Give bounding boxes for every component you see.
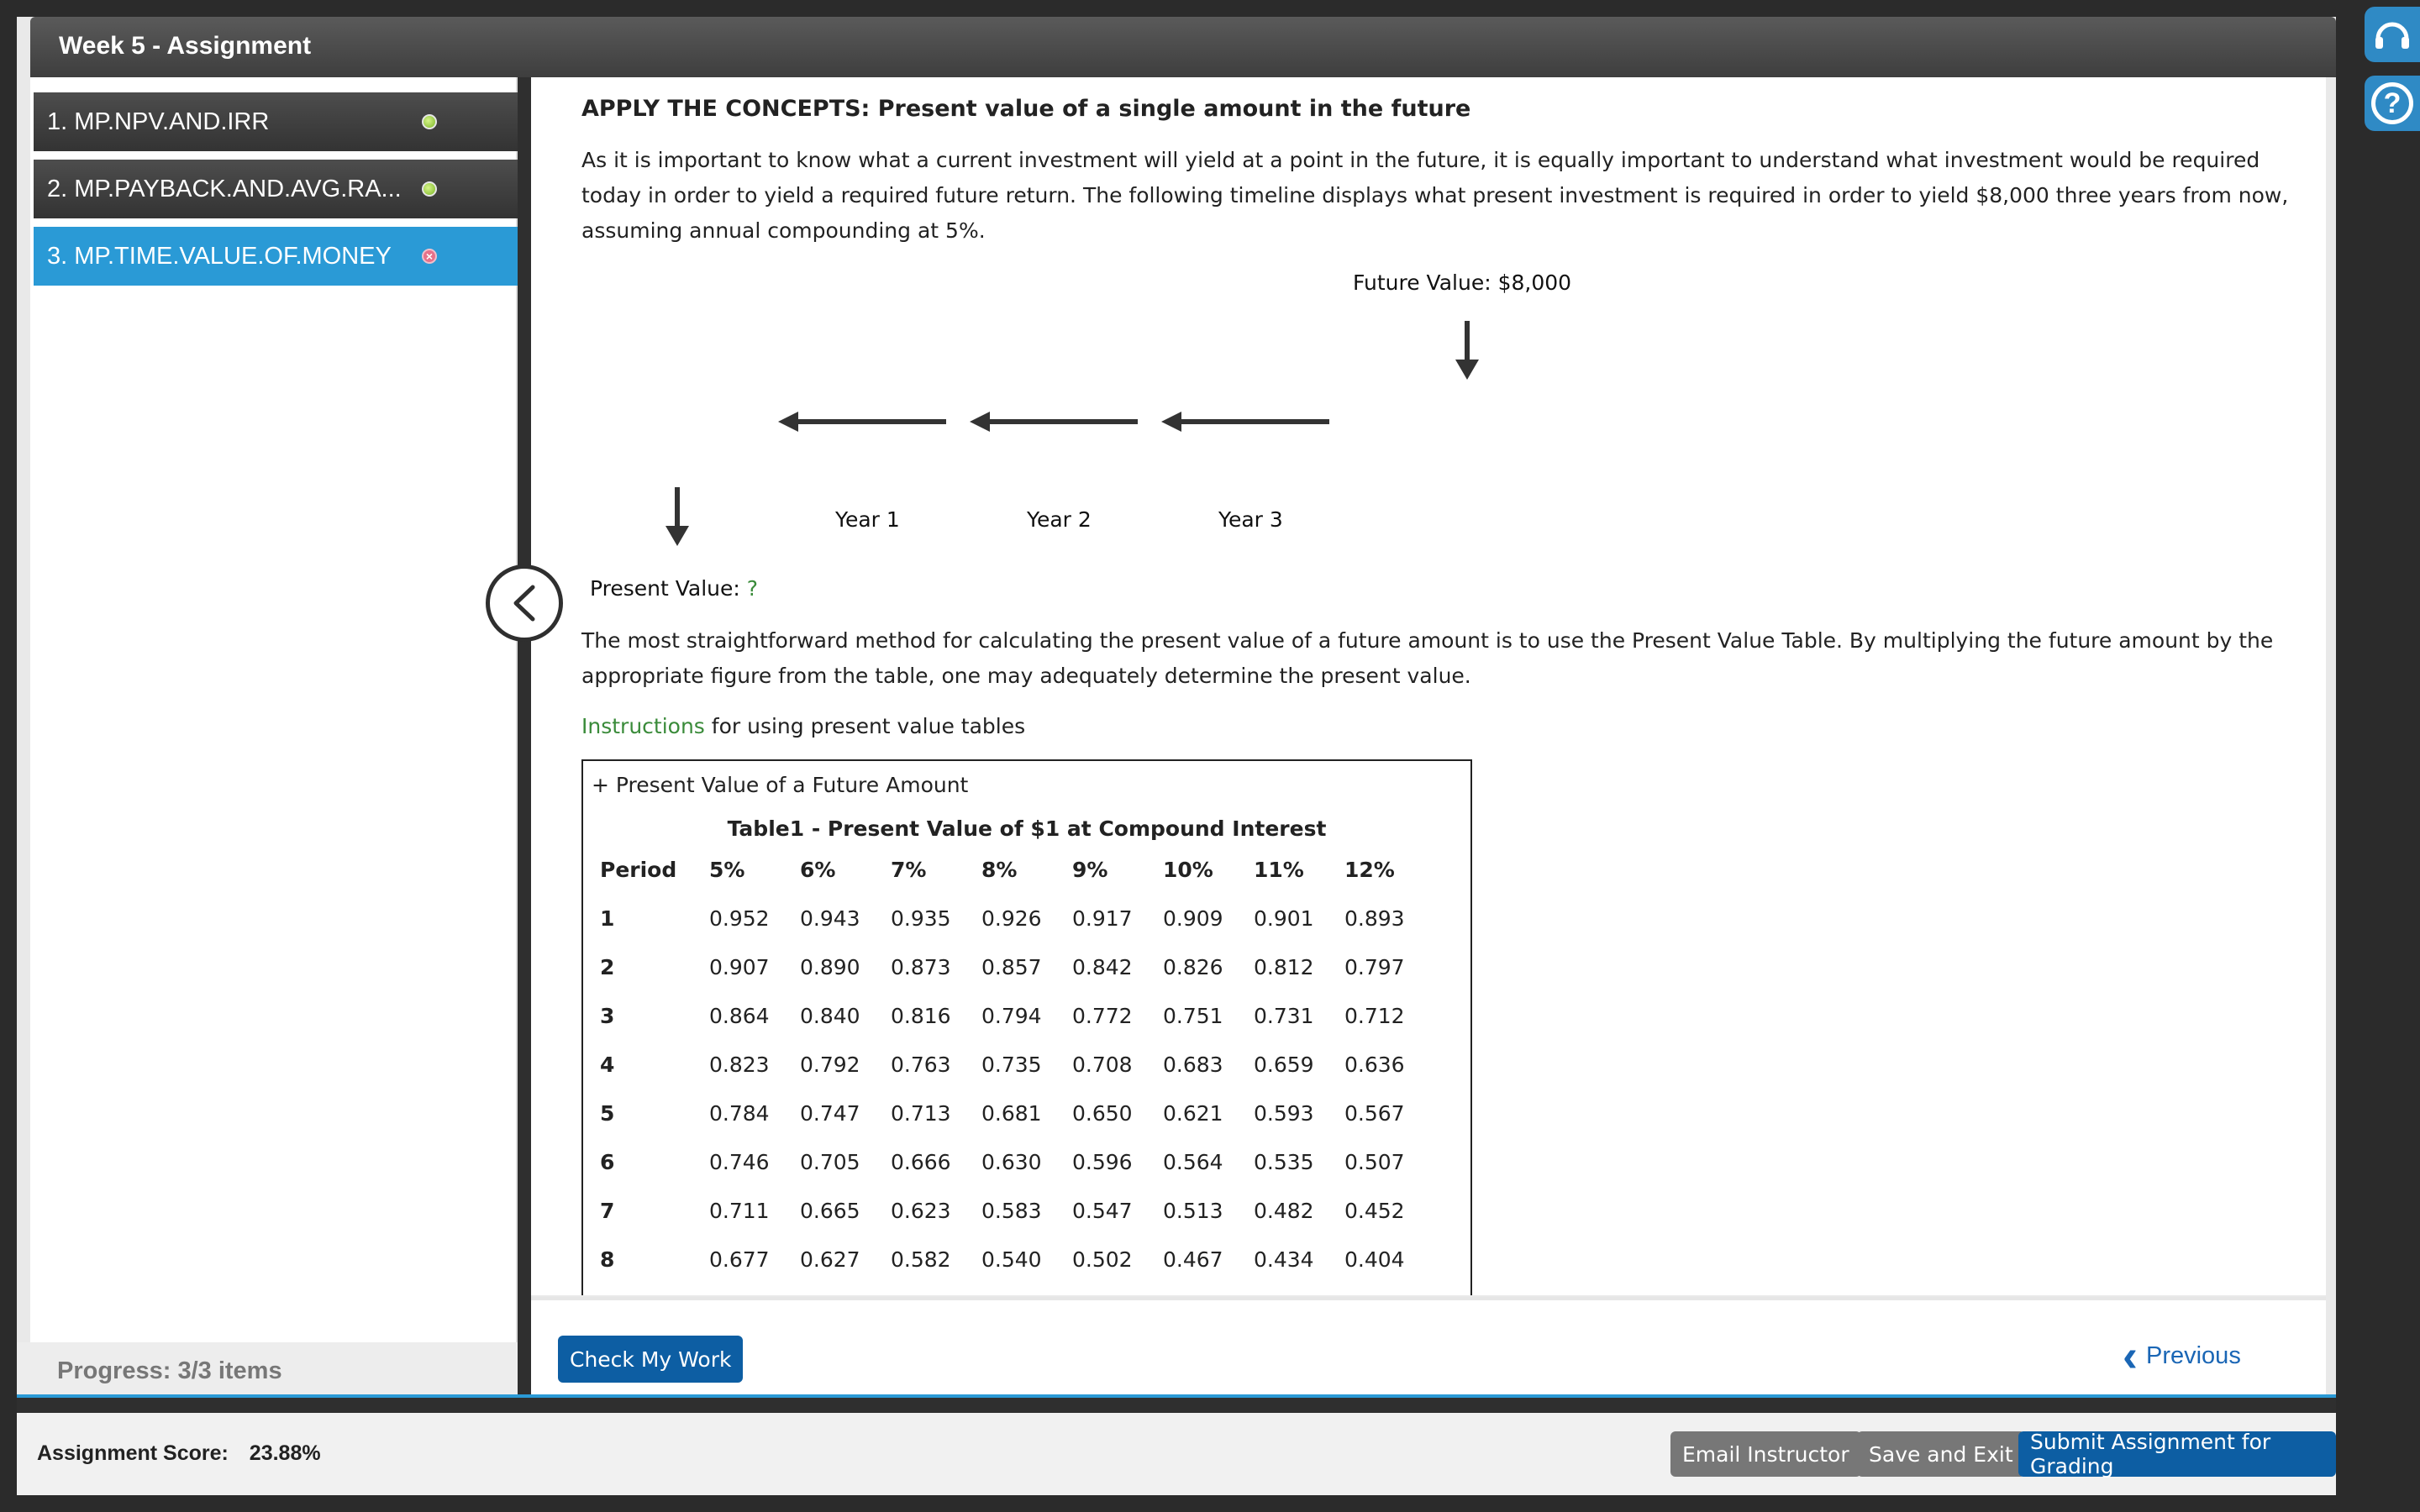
value-cell: 0.747 [800, 1100, 860, 1126]
side-toolbar [2356, 0, 2420, 1512]
instructions-link[interactable]: Instructions [581, 714, 705, 738]
value-cell: 0.705 [800, 1149, 860, 1174]
value-cell: 0.677 [709, 1247, 770, 1272]
collapse-nav-button[interactable] [486, 564, 563, 642]
value-cell: 0.623 [891, 1198, 951, 1223]
column-header: 10% [1163, 857, 1213, 882]
chevron-left-icon [508, 582, 541, 624]
column-header: 12% [1344, 857, 1395, 882]
instructions-suffix: for using present value tables [704, 714, 1026, 738]
nav-item-label: 1. MP.NPV.AND.IRR [47, 108, 270, 135]
value-cell: 0.794 [981, 1003, 1042, 1028]
save-and-exit-button[interactable]: Save and Exit [1857, 1431, 2025, 1477]
left-arrow-icon [970, 410, 1138, 433]
bottom-divider [17, 1398, 2336, 1413]
value-cell: 0.564 [1163, 1149, 1223, 1174]
assignment-score [37, 1441, 321, 1466]
value-cell: 0.812 [1254, 954, 1314, 979]
value-cell: 0.659 [1254, 1052, 1314, 1077]
table-toggle[interactable]: + Present Value of a Future Amount [592, 773, 969, 797]
email-instructor-button[interactable]: Email Instructor [1670, 1431, 1861, 1477]
column-header: 11% [1254, 857, 1304, 882]
value-cell: 0.772 [1072, 1003, 1133, 1028]
method-paragraph: The most straightforward method for calculating the present value of a future amount is to use the Present Value Table. By multiplying the future amount by the appropriate figure from the table, one may adequately determine the present value. [581, 628, 2274, 688]
value-cell: 0.792 [800, 1052, 860, 1077]
value-cell: 0.404 [1344, 1247, 1405, 1272]
period-cell: 5 [600, 1100, 615, 1126]
value-cell: 0.596 [1072, 1149, 1133, 1174]
value-cell: 0.935 [891, 906, 951, 931]
help-icon[interactable]: ? [2365, 76, 2420, 131]
value-cell: 0.513 [1163, 1198, 1223, 1223]
chevron-left-icon: ‹ [2123, 1331, 2138, 1381]
timeline-year-3: Year 3 [1218, 507, 1283, 532]
nav-item-label: 2. MP.PAYBACK.AND.AVG.RA... [47, 175, 402, 202]
value-cell: 0.864 [709, 1003, 770, 1028]
value-cell: 0.583 [981, 1198, 1042, 1223]
value-cell: 0.540 [981, 1247, 1042, 1272]
complete-status-icon [422, 181, 437, 197]
nav-item-npv-irr[interactable] [34, 92, 518, 151]
value-cell: 0.746 [709, 1149, 770, 1174]
check-my-work-button[interactable]: Check My Work [558, 1336, 743, 1383]
value-cell: 0.826 [1163, 954, 1223, 979]
timeline-year-1: Year 1 [835, 507, 900, 532]
value-cell: 0.452 [1344, 1198, 1405, 1223]
intro-paragraph: As it is important to know what a current investment will yield at a point in the future, it is equally important to understand what investment would be required today in order to yield a required future return. The following timeline displays what present investment is required in order to yield $8,000 three years from now, assuming annual compounding at 5%. [581, 148, 2289, 243]
down-arrow-icon [1455, 321, 1479, 380]
nav-item-label: 3. MP.TIME.VALUE.OF.MONEY [47, 242, 392, 270]
value-cell: 0.784 [709, 1100, 770, 1126]
value-cell: 0.650 [1072, 1100, 1133, 1126]
value-cell: 0.630 [981, 1149, 1042, 1174]
value-cell: 0.502 [1072, 1247, 1133, 1272]
value-cell: 0.823 [709, 1052, 770, 1077]
value-cell: 0.507 [1344, 1149, 1405, 1174]
present-value-table-panel [581, 759, 1472, 1295]
assignment-bar [17, 1413, 2336, 1495]
value-cell: 0.735 [981, 1052, 1042, 1077]
value-cell: 0.926 [981, 906, 1042, 931]
score-label: Assignment Score: [37, 1441, 229, 1465]
value-cell: 0.467 [1163, 1247, 1223, 1272]
value-cell: 0.683 [1163, 1052, 1223, 1077]
value-cell: 0.665 [800, 1198, 860, 1223]
submit-assignment-button[interactable]: Submit Assignment for Grading [2018, 1431, 2336, 1477]
value-cell: 0.708 [1072, 1052, 1133, 1077]
value-cell: 0.890 [800, 954, 860, 979]
present-value-table [590, 845, 1425, 1284]
page-title: APPLY THE CONCEPTS: Present value of a single amount in the future [581, 96, 1471, 122]
nav-item-payback[interactable] [34, 160, 518, 218]
value-cell: 0.434 [1254, 1247, 1314, 1272]
value-cell: 0.593 [1254, 1100, 1314, 1126]
assignment-nav [30, 77, 518, 1394]
column-header: 5% [709, 857, 745, 882]
period-cell: 3 [600, 1003, 615, 1028]
table-row [590, 1186, 1425, 1235]
value-cell: 0.893 [1344, 906, 1405, 931]
value-cell: 0.712 [1344, 1003, 1405, 1028]
down-arrow-icon [666, 487, 689, 546]
value-cell: 0.907 [709, 954, 770, 979]
window-title: Week 5 - Assignment [59, 32, 312, 60]
value-cell: 0.711 [709, 1198, 770, 1223]
present-value-unknown: ? [746, 576, 759, 601]
table-row [590, 1040, 1425, 1089]
column-header: 8% [981, 857, 1018, 882]
column-header: 6% [800, 857, 836, 882]
table-row [590, 1137, 1425, 1186]
complete-status-icon [422, 114, 437, 129]
value-cell: 0.763 [891, 1052, 951, 1077]
table-caption: Table1 - Present Value of $1 at Compound Interest [727, 816, 1327, 841]
column-header: 7% [891, 857, 927, 882]
left-arrow-icon [1161, 410, 1329, 433]
previous-label: Previous [2145, 1341, 2241, 1369]
value-cell: 0.842 [1072, 954, 1133, 979]
value-cell: 0.952 [709, 906, 770, 931]
table-row [590, 942, 1425, 991]
previous-button[interactable] [2123, 1331, 2241, 1381]
value-cell: 0.547 [1072, 1198, 1133, 1223]
value-cell: 0.751 [1163, 1003, 1223, 1028]
table-row [590, 1235, 1425, 1284]
table-header-row [590, 845, 1425, 894]
title-bar [30, 17, 2336, 77]
value-cell: 0.666 [891, 1149, 951, 1174]
value-cell: 0.567 [1344, 1100, 1405, 1126]
period-cell: 8 [600, 1247, 615, 1272]
value-cell: 0.943 [800, 906, 860, 931]
value-cell: 0.901 [1254, 906, 1314, 931]
value-cell: 0.681 [981, 1100, 1042, 1126]
value-cell: 0.840 [800, 1003, 860, 1028]
table-row [590, 1089, 1425, 1137]
value-cell: 0.482 [1254, 1198, 1314, 1223]
question-content[interactable] [531, 77, 2326, 1295]
progress-indicator [17, 1342, 518, 1398]
column-header: Period [600, 857, 677, 882]
timeline-year-2: Year 2 [1027, 507, 1092, 532]
present-value-label [590, 576, 758, 601]
value-cell: 0.713 [891, 1100, 951, 1126]
value-cell: 0.621 [1163, 1100, 1223, 1126]
value-cell: 0.816 [891, 1003, 951, 1028]
period-cell: 6 [600, 1149, 615, 1174]
left-arrow-icon [778, 410, 946, 433]
progress-label: Progress: [57, 1357, 171, 1384]
value-cell: 0.731 [1254, 1003, 1314, 1028]
period-cell: 4 [600, 1052, 615, 1077]
headset-support-icon[interactable] [2365, 7, 2420, 62]
progress-value: 3/3 items [177, 1357, 282, 1384]
panel-divider [518, 77, 531, 1394]
value-cell: 0.797 [1344, 954, 1405, 979]
value-cell: 0.857 [981, 954, 1042, 979]
nav-item-time-value[interactable] [34, 227, 518, 286]
value-cell: 0.636 [1344, 1052, 1405, 1077]
value-cell: 0.627 [800, 1247, 860, 1272]
value-cell: 0.535 [1254, 1149, 1314, 1174]
value-cell: 0.873 [891, 954, 951, 979]
score-value: 23.88% [249, 1441, 321, 1465]
table-row [590, 894, 1425, 942]
present-value-text: Present Value: [590, 576, 740, 601]
instructions-line [581, 714, 1025, 738]
value-cell: 0.909 [1163, 906, 1223, 931]
table-row [590, 991, 1425, 1040]
value-cell: 0.582 [891, 1247, 951, 1272]
period-cell: 7 [600, 1198, 615, 1223]
question-footer [531, 1297, 2326, 1394]
column-header: 9% [1072, 857, 1108, 882]
incorrect-status-icon: × [422, 249, 437, 264]
value-cell: 0.917 [1072, 906, 1133, 931]
period-cell: 2 [600, 954, 615, 979]
future-value-label: Future Value: $8,000 [1353, 270, 1572, 295]
period-cell: 1 [600, 906, 615, 931]
